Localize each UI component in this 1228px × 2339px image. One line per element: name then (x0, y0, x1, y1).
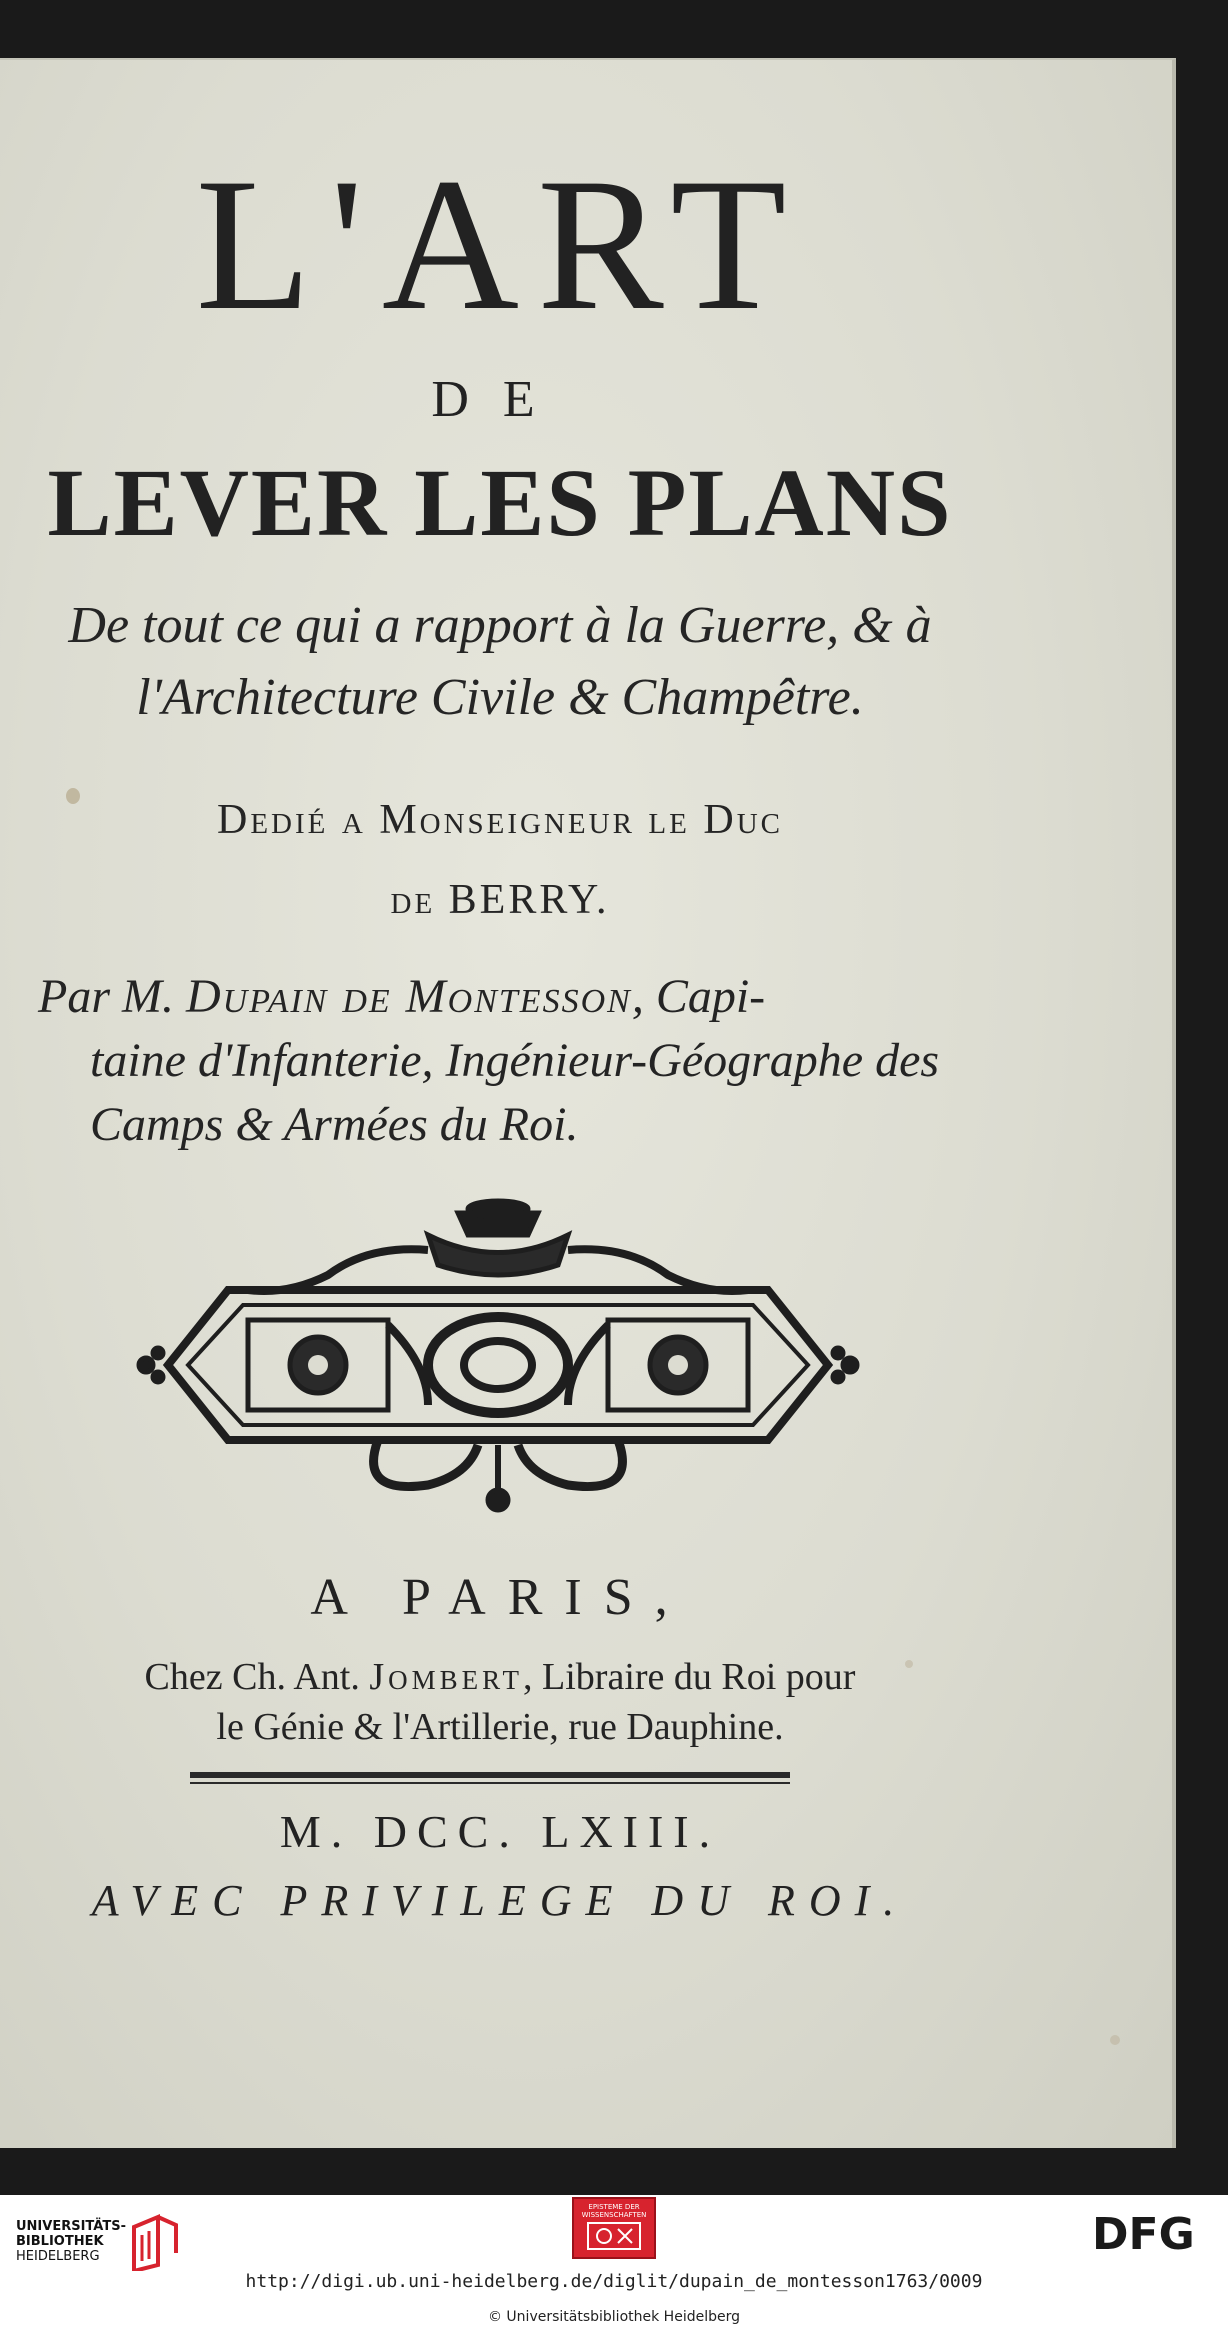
title-line-art: L'ART (195, 140, 805, 350)
publisher-prefix: Chez Ch. Ant. (144, 1656, 370, 1698)
dfg-logo-mark (1090, 2211, 1208, 2253)
double-rule-thin (190, 1782, 790, 1784)
author-suffix: , Capi- (631, 970, 766, 1023)
library-line-3: HEIDELBERG (16, 2249, 100, 2264)
library-line-2: BIBLIOTHEK (16, 2234, 104, 2249)
episteme-logo-text: EPISTEME DER WISSENSCHAFTEN (581, 2203, 647, 2219)
subtitle (0, 590, 1000, 734)
ub-heidelberg-wordmark (16, 2219, 126, 2264)
publication-year: M. DCC. LXIII. (279, 1806, 721, 1857)
dfg-logo[interactable] (1090, 2211, 1208, 2257)
author-name: Dupain de Montesson (185, 970, 632, 1023)
double-rule-thick (190, 1772, 790, 1778)
author-line-3: Camps & Armées du Roi. (90, 1098, 579, 1151)
ub-book-icon (128, 2213, 180, 2271)
publisher-name: Jombert (369, 1656, 524, 1698)
author-line-1 (38, 970, 765, 1023)
episteme-logo[interactable] (572, 2197, 656, 2259)
viewer-footer (0, 2195, 1228, 2339)
printers-ornament (128, 1195, 868, 1525)
ub-heidelberg-logo[interactable] (16, 2205, 186, 2275)
author-block (38, 965, 978, 1157)
dedication-line-2: de BERRY. (390, 877, 610, 923)
paper-stain (1110, 2035, 1120, 2045)
publisher-line-1 (0, 1652, 1000, 1702)
imprint-place: A PARIS, (310, 1569, 690, 1626)
dedication-line-1: Dedié a Monseigneur le Duc (217, 797, 783, 843)
permalink-url[interactable]: http://digi.ub.uni-heidelberg.de/diglit/dupain_de_montesson1763/0009 (245, 2271, 983, 2292)
publisher-line-2: le Génie & l'Artillerie, rue Dauphine. (216, 1706, 784, 1748)
publisher-suffix: , Libraire du Roi pour (523, 1656, 856, 1698)
copyright-notice: © Universitätsbibliothek Heidelberg (487, 2309, 740, 2325)
scanned-page (0, 58, 1176, 2148)
episteme-emblem-icon (574, 2219, 654, 2253)
privilege-line: AVEC PRIVILEGE DU ROI. (91, 1876, 909, 1925)
dfg-logo-text: DFG (1092, 2211, 1195, 2253)
author-line-2: taine d'Infanterie, Ingénieur-Géographe des (90, 1034, 940, 1087)
dedication (0, 780, 1000, 940)
title-line-lever-les-plans: LEVER LES PLANS (47, 449, 953, 556)
publisher-block (0, 1652, 1000, 1752)
subtitle-line-1: De tout ce qui a rapport à la Guerre, & à (68, 597, 932, 654)
title-line-de: DE (431, 371, 569, 428)
author-prefix: Par M. (38, 970, 186, 1023)
library-line-1: UNIVERSITÄTS- (16, 2219, 126, 2234)
subtitle-line-2: l'Architecture Civile & Champêtre. (136, 669, 864, 726)
